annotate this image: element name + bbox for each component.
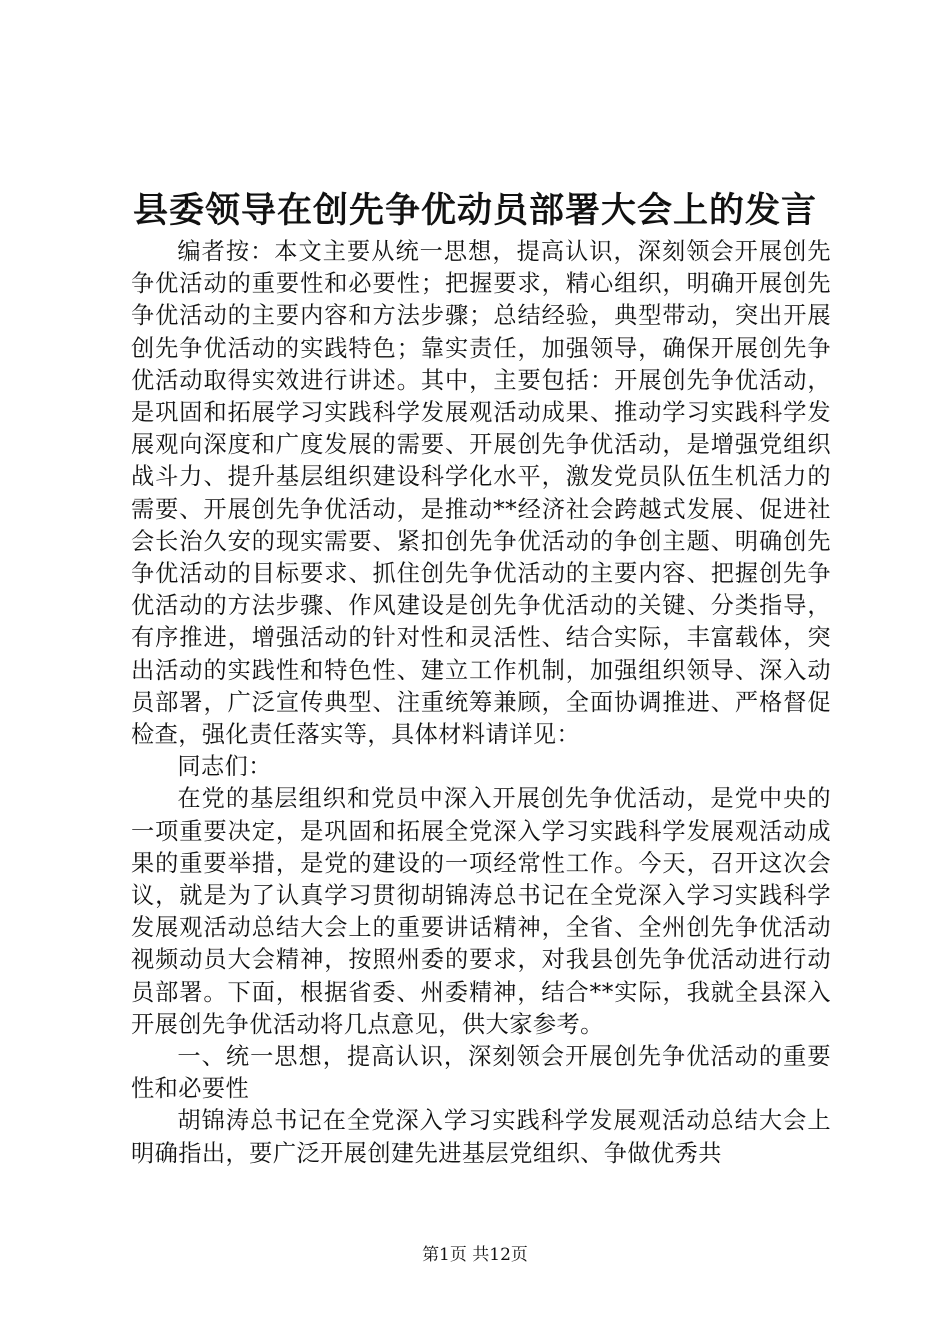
section-paragraph: 胡锦涛总书记在全党深入学习实践科学发展观活动总结大会上明确指出，要广泛开展创建先进基层党组织、争做优秀共 <box>131 1107 831 1167</box>
editor-note-paragraph: 编者按：本文主要从统一思想，提高认识，深刻领会开展创先争优活动的重要性和必要性；把握要求，精心组织，明确开展创先争优活动的主要内容和方法步骤；总结经验，典型带动，突出开展创先争优活动的实践特色；靠实责任，加强领导，确保开展创先争优活动取得实效进行讲述。其中，主要包括：开展创先争优活动，是巩固和拓展学习实践科学发展观活动成果、推动学习实践科学发展观向深度和广度发展的需要、开展创先争优活动，是增强党组织战斗力、提升基层组织建设科学化水平，激发党员队伍生机活力的需要、开展创先争优活动，是推动**经济社会跨越式发展、促进社会长治久安的现实需要、紧扣创先争优活动的争创主题、明确创先争优活动的目标要求、抓住创先争优活动的主要内容、把握创先争优活动的方法步骤、作风建设是创先争优活动的关键、分类指导，有序推进，增强活动的针对性和灵活性、结合实际，丰富载体，突出活动的实践性和特色性、建立工作机制，加强组织领导、深入动员部署，广泛宣传典型、注重统筹兼顾，全面协调推进、严格督促检查，强化责任落实等，具体材料请详见： <box>131 238 831 749</box>
section-heading: 一、统一思想，提高认识，深刻领会开展创先争优活动的重要性和必要性 <box>131 1043 831 1103</box>
intro-paragraph: 在党的基层组织和党员中深入开展创先争优活动，是党中央的一项重要决定，是巩固和拓展全党深入学习实践科学发展观活动成果的重要举措，是党的建设的一项经常性工作。今天，召开这次会议，就是为了认真学习贯彻胡锦涛总书记在全党深入学习实践科学发展观活动总结大会上的重要讲话精神，全省、全州创先争优活动视频动员大会精神，按照州委的要求，对我县创先争优活动进行动员部署。下面，根据省委、州委精神，结合**实际，我就全县深入开展创先争优活动将几点意见，供大家参考。 <box>131 785 831 1038</box>
document-title: 县委领导在创先争优动员部署大会上的发言 <box>132 191 817 231</box>
document-body <box>131 236 831 1170</box>
page-footer: 第1页 共12页 <box>422 1245 528 1265</box>
salutation-paragraph: 同志们： <box>177 753 272 781</box>
